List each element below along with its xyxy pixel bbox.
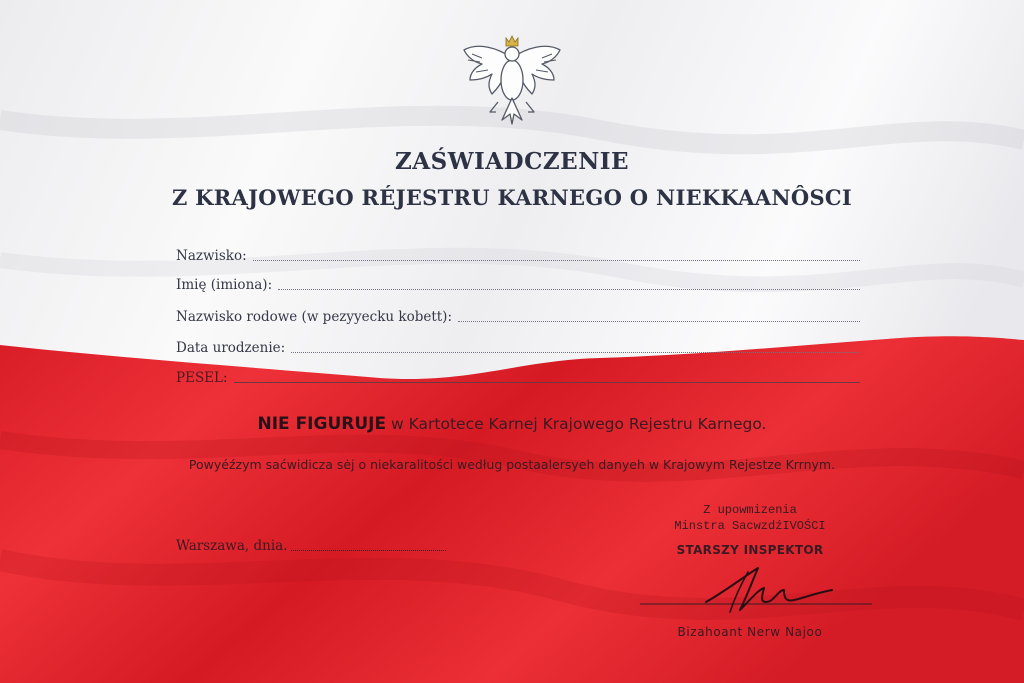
statement-emphasis: NIE FIGURUJE [257,414,387,434]
field-label: PESEL: [176,370,228,386]
signatory-position: STARSZY INSPEKTOR [676,543,824,557]
field-fill-line [458,321,860,322]
field-birth-date [176,334,860,356]
field-label: Data urodzenie: [176,340,286,356]
field-maiden-name [176,303,860,325]
place-date-fill-line [291,550,446,551]
field-first-names [176,271,860,293]
place-date-label: Warszawa, dnia. [176,538,288,554]
document-title: ZAŚWIADCZENIE [394,148,630,175]
field-label: Nazwisko: [176,248,247,264]
signatory-authorization: Z upowmizenia [703,503,797,517]
field-fill-line [234,382,860,383]
field-label: Imię (imiona): [176,277,273,293]
field-pesel [176,364,860,386]
statement-rest: w Kartotece Karnej Krajowego Rejestru Karnego. [386,415,767,433]
signatory-name: Bizahoant Nerw Najoo [677,625,823,639]
polish-eagle-emblem-icon [458,28,566,128]
field-label: Nazwisko rodowe (w pezyyecku kobett): [176,309,452,325]
field-fill-line [291,352,860,353]
place-date-field [176,534,446,554]
statement-note: Powyéźzym saćwidicza sėj o niekaralitości według postaalersyeh danyeh w Krajowym Rejestze Krrnym. [188,457,836,472]
handwritten-signature [636,560,876,620]
statement-line [0,414,1024,434]
field-surname [176,242,860,264]
field-fill-line [278,289,860,290]
signatory-ministry: Minstra SacwzdźIVOŚCI [674,519,826,533]
field-fill-line [253,260,860,261]
document-subtitle: Z KRAJOWEGO RÉJESTRU KARNEGO O NIEKKAANÔSCI [171,185,853,210]
